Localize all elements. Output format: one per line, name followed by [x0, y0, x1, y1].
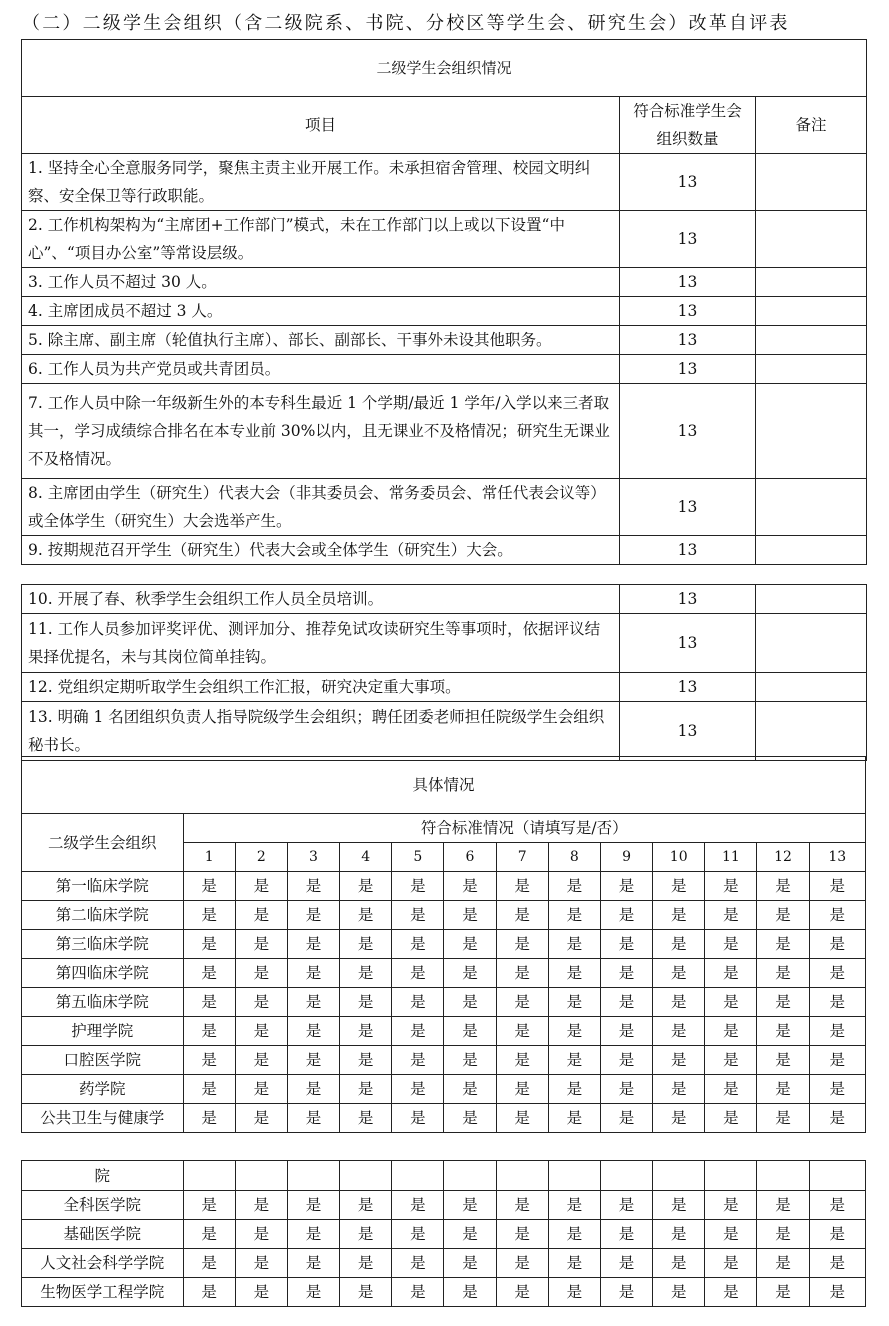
compliance-cell: 是: [705, 930, 757, 959]
criteria-note: [756, 479, 867, 536]
empty-cell: [548, 1161, 600, 1191]
compliance-cell: 是: [809, 988, 865, 1017]
compliance-cell: 是: [340, 1191, 392, 1220]
compliance-cell: 是: [444, 988, 496, 1017]
section-heading: 二级学生会组织情况: [22, 40, 867, 97]
compliance-cell: 是: [444, 1191, 496, 1220]
criteria-count: 13: [620, 614, 756, 673]
org-name: 第二临床学院: [22, 901, 184, 930]
compliance-cell: 是: [705, 901, 757, 930]
compliance-cell: 是: [653, 872, 705, 901]
compliance-cell: 是: [548, 901, 600, 930]
compliance-cell: 是: [809, 1017, 865, 1046]
compliance-cell: 是: [705, 1075, 757, 1104]
compliance-cell: 是: [183, 1046, 235, 1075]
compliance-cell: 是: [548, 959, 600, 988]
compliance-cell: 是: [392, 901, 444, 930]
criterion-number: 8: [548, 843, 600, 872]
compliance-cell: 是: [653, 1046, 705, 1075]
compliance-cell: 是: [600, 1017, 652, 1046]
compliance-cell: 是: [444, 930, 496, 959]
compliance-cell: 是: [705, 1046, 757, 1075]
compliance-cell: 是: [809, 1278, 865, 1307]
criteria-row: [22, 673, 867, 702]
compliance-cell: 是: [757, 872, 809, 901]
compliance-cell: 是: [705, 1104, 757, 1133]
org-name: 人文社会科学学院: [22, 1249, 184, 1278]
compliance-cell: 是: [653, 1249, 705, 1278]
criteria-count: 13: [620, 355, 756, 384]
org-row: [22, 1046, 866, 1075]
compliance-cell: 是: [392, 930, 444, 959]
compliance-cell: 是: [496, 930, 548, 959]
criteria-row: [22, 702, 867, 761]
compliance-cell: 是: [340, 988, 392, 1017]
compliance-cell: 是: [548, 988, 600, 1017]
criteria-note: [756, 326, 867, 355]
criteria-note: [756, 297, 867, 326]
org-name-continued: 院: [22, 1161, 184, 1191]
compliance-cell: 是: [496, 872, 548, 901]
compliance-cell: 是: [496, 988, 548, 1017]
compliance-cell: 是: [340, 1104, 392, 1133]
empty-cell: [183, 1161, 235, 1191]
compliance-cell: 是: [496, 1075, 548, 1104]
compliance-cell: 是: [183, 872, 235, 901]
compliance-cell: 是: [600, 930, 652, 959]
org-column-header: 二级学生会组织: [22, 814, 184, 872]
org-name: 第四临床学院: [22, 959, 184, 988]
compliance-cell: 是: [235, 901, 287, 930]
org-name: 药学院: [22, 1075, 184, 1104]
compliance-cell: 是: [757, 1278, 809, 1307]
compliance-cell: 是: [392, 988, 444, 1017]
compliance-cell: 是: [705, 1249, 757, 1278]
compliance-cell: 是: [392, 1220, 444, 1249]
compliance-cell: 是: [392, 1104, 444, 1133]
criteria-row: [22, 585, 867, 614]
org-row: [22, 1075, 866, 1104]
compliance-cell: 是: [496, 1249, 548, 1278]
criterion-number: 3: [287, 843, 339, 872]
compliance-cell: 是: [757, 901, 809, 930]
compliance-cell: 是: [340, 901, 392, 930]
compliance-cell: 是: [548, 1104, 600, 1133]
compliance-cell: 是: [653, 988, 705, 1017]
compliance-cell: 是: [600, 1249, 652, 1278]
compliance-cell: 是: [653, 1075, 705, 1104]
compliance-cell: 是: [809, 1220, 865, 1249]
compliance-cell: 是: [235, 1249, 287, 1278]
org-name: 公共卫生与健康学: [22, 1104, 184, 1133]
criteria-text: 10. 开展了春、秋季学生会组织工作人员全员培训。: [22, 585, 620, 614]
compliance-cell: 是: [705, 988, 757, 1017]
compliance-cell: 是: [392, 1278, 444, 1307]
compliance-cell: 是: [600, 1220, 652, 1249]
compliance-cell: 是: [496, 1017, 548, 1046]
org-row: [22, 872, 866, 901]
criteria-count: 13: [620, 211, 756, 268]
compliance-cell: 是: [235, 1104, 287, 1133]
compliance-cell: 是: [183, 930, 235, 959]
compliance-cell: 是: [287, 1104, 339, 1133]
compliance-cell: 是: [444, 959, 496, 988]
compliance-cell: 是: [287, 1220, 339, 1249]
compliance-cell: 是: [548, 1191, 600, 1220]
compliance-cell: 是: [705, 1278, 757, 1307]
compliance-cell: 是: [548, 872, 600, 901]
compliance-cell: 是: [287, 1249, 339, 1278]
compliance-cell: 是: [705, 1220, 757, 1249]
criteria-count: 13: [620, 585, 756, 614]
compliance-cell: 是: [287, 930, 339, 959]
criteria-count: 13: [620, 326, 756, 355]
org-row: [22, 1017, 866, 1046]
compliance-cell: 是: [653, 1104, 705, 1133]
compliance-cell: 是: [183, 1249, 235, 1278]
criteria-table-part2: [21, 584, 867, 761]
criteria-count: 13: [620, 479, 756, 536]
org-row: [22, 988, 866, 1017]
compliance-cell: 是: [183, 1017, 235, 1046]
compliance-cell: 是: [444, 1278, 496, 1307]
compliance-cell: 是: [548, 1017, 600, 1046]
org-name: 第三临床学院: [22, 930, 184, 959]
org-name: 护理学院: [22, 1017, 184, 1046]
compliance-cell: 是: [496, 1191, 548, 1220]
compliance-cell: 是: [287, 959, 339, 988]
compliance-cell: 是: [653, 1278, 705, 1307]
criteria-count: 13: [620, 673, 756, 702]
compliance-cell: 是: [496, 901, 548, 930]
criterion-number: 5: [392, 843, 444, 872]
criterion-number: 10: [653, 843, 705, 872]
compliance-cell: 是: [757, 1075, 809, 1104]
compliance-cell: 是: [444, 1220, 496, 1249]
criteria-count: 13: [620, 536, 756, 565]
criteria-note: [756, 585, 867, 614]
org-name: 口腔医学院: [22, 1046, 184, 1075]
compliance-cell: 是: [600, 1191, 652, 1220]
compliance-cell: 是: [548, 1075, 600, 1104]
compliance-cell: 是: [183, 1278, 235, 1307]
criteria-note: [756, 268, 867, 297]
criteria-row: [22, 154, 867, 211]
compliance-cell: 是: [235, 959, 287, 988]
criteria-count: 13: [620, 154, 756, 211]
compliance-cell: 是: [340, 1220, 392, 1249]
org-row: [22, 1278, 866, 1307]
criteria-count: 13: [620, 384, 756, 479]
criteria-count: 13: [620, 268, 756, 297]
compliance-cell: 是: [548, 1278, 600, 1307]
org-row: [22, 1104, 866, 1133]
empty-cell: [392, 1161, 444, 1191]
compliance-cell: 是: [757, 1249, 809, 1278]
compliance-cell: 是: [705, 959, 757, 988]
criteria-row: [22, 297, 867, 326]
compliance-cell: 是: [809, 1104, 865, 1133]
compliance-cell: 是: [548, 930, 600, 959]
compliance-cell: 是: [444, 901, 496, 930]
org-name: 全科医学院: [22, 1191, 184, 1220]
criteria-count: 13: [620, 297, 756, 326]
compliance-cell: 是: [757, 1104, 809, 1133]
compliance-cell: 是: [809, 1249, 865, 1278]
compliance-cell: 是: [183, 1220, 235, 1249]
compliance-cell: 是: [235, 1075, 287, 1104]
compliance-cell: 是: [183, 959, 235, 988]
compliance-cell: 是: [600, 988, 652, 1017]
compliance-cell: 是: [496, 1220, 548, 1249]
compliance-cell: 是: [653, 959, 705, 988]
criteria-table-part1: [21, 39, 867, 565]
compliance-cell: 是: [496, 1278, 548, 1307]
compliance-cell: 是: [809, 959, 865, 988]
compliance-cell: 是: [444, 1249, 496, 1278]
document-title: （二）二级学生会组织（含二级院系、书院、分校区等学生会、研究生会）改革自评表: [22, 13, 790, 34]
compliance-cell: 是: [392, 1075, 444, 1104]
org-name: 第五临床学院: [22, 988, 184, 1017]
compliance-cell: 是: [183, 1191, 235, 1220]
criterion-number: 11: [705, 843, 757, 872]
compliance-cell: 是: [600, 1046, 652, 1075]
criteria-note: [756, 211, 867, 268]
compliance-cell: 是: [757, 1017, 809, 1046]
criteria-text: 8. 主席团由学生（研究生）代表大会（非其委员会、常务委员会、常任代表会议等）或全体学生（研究生）大会选举产生。: [22, 479, 620, 536]
criteria-note: [756, 154, 867, 211]
compliance-cell: 是: [392, 1017, 444, 1046]
org-row: [22, 930, 866, 959]
criteria-text: 13. 明确 1 名团组织负责人指导院级学生会组织；聘任团委老师担任院级学生会组织秘书长。: [22, 702, 620, 761]
criteria-note: [756, 384, 867, 479]
criteria-text: 4. 主席团成员不超过 3 人。: [22, 297, 620, 326]
compliance-cell: 是: [600, 1278, 652, 1307]
compliance-cell: 是: [183, 988, 235, 1017]
empty-cell: [235, 1161, 287, 1191]
compliance-cell: 是: [340, 959, 392, 988]
compliance-cell: 是: [340, 1075, 392, 1104]
compliance-cell: 是: [235, 988, 287, 1017]
compliance-cell: 是: [235, 1046, 287, 1075]
compliance-cell: 是: [392, 1191, 444, 1220]
compliance-cell: 是: [757, 1191, 809, 1220]
org-row: [22, 1220, 866, 1249]
compliance-cell: 是: [287, 872, 339, 901]
criterion-number: 4: [340, 843, 392, 872]
compliance-cell: 是: [653, 1017, 705, 1046]
compliance-cell: 是: [340, 1046, 392, 1075]
criteria-text: 7. 工作人员中除一年级新生外的本专科生最近 1 个学期/最近 1 学年/入学以来三者取其一，学习成绩综合排名在本专业前 30%以内，且无课业不及格情况；研究生无课业不及格情况。: [22, 384, 620, 479]
compliance-cell: 是: [757, 1220, 809, 1249]
compliance-cell: 是: [653, 1191, 705, 1220]
compliance-cell: 是: [809, 1191, 865, 1220]
criterion-number: 1: [183, 843, 235, 872]
compliance-cell: 是: [444, 1017, 496, 1046]
compliance-cell: 是: [392, 959, 444, 988]
empty-cell: [444, 1161, 496, 1191]
compliance-cell: 是: [183, 1104, 235, 1133]
column-header-item: 项目: [22, 97, 620, 154]
compliance-cell: 是: [392, 1046, 444, 1075]
compliance-cell: 是: [287, 1017, 339, 1046]
criterion-number: 12: [757, 843, 809, 872]
compliance-cell: 是: [287, 1278, 339, 1307]
criterion-number: 2: [235, 843, 287, 872]
criteria-row: [22, 614, 867, 673]
compliance-cell: 是: [287, 1075, 339, 1104]
compliance-cell: 是: [340, 1017, 392, 1046]
criterion-number: 13: [809, 843, 865, 872]
compliance-cell: 是: [757, 988, 809, 1017]
compliance-cell: 是: [235, 1017, 287, 1046]
compliance-cell: 是: [496, 1104, 548, 1133]
compliance-cell: 是: [235, 1191, 287, 1220]
compliance-cell: 是: [183, 901, 235, 930]
empty-cell: [809, 1161, 865, 1191]
criterion-number: 6: [444, 843, 496, 872]
criteria-note: [756, 355, 867, 384]
criteria-row: [22, 479, 867, 536]
criteria-note: [756, 536, 867, 565]
org-name: 基础医学院: [22, 1220, 184, 1249]
org-name: 第一临床学院: [22, 872, 184, 901]
compliance-cell: 是: [600, 959, 652, 988]
criteria-text: 1. 坚持全心全意服务同学，聚焦主责主业开展工作。未承担宿舍管理、校园文明纠察、安全保卫等行政职能。: [22, 154, 620, 211]
compliance-cell: 是: [705, 1017, 757, 1046]
compliance-cell: 是: [340, 872, 392, 901]
org-row: [22, 959, 866, 988]
compliance-cell: 是: [809, 901, 865, 930]
criteria-row: [22, 355, 867, 384]
org-name: 生物医学工程学院: [22, 1278, 184, 1307]
criteria-text: 3. 工作人员不超过 30 人。: [22, 268, 620, 297]
criteria-row: [22, 268, 867, 297]
column-header-note: 备注: [756, 97, 867, 154]
compliance-cell: 是: [340, 1249, 392, 1278]
criteria-row: [22, 211, 867, 268]
compliance-cell: 是: [340, 930, 392, 959]
empty-cell: [653, 1161, 705, 1191]
criteria-count: 13: [620, 702, 756, 761]
detail-heading: 具体情况: [22, 757, 866, 814]
empty-cell: [496, 1161, 548, 1191]
compliance-cell: 是: [235, 1278, 287, 1307]
compliance-cell: 是: [444, 1046, 496, 1075]
compliance-cell: 是: [235, 1220, 287, 1249]
compliance-grid: [21, 756, 866, 1133]
org-row: [22, 901, 866, 930]
compliance-cell: 是: [444, 1104, 496, 1133]
criteria-row: [22, 384, 867, 479]
criteria-note: [756, 702, 867, 761]
criteria-row: [22, 326, 867, 355]
criteria-text: 11. 工作人员参加评奖评优、测评加分、推荐免试攻读研究生等事项时，依据评议结果择优提名，未与其岗位简单挂钩。: [22, 614, 620, 673]
compliance-cell: 是: [600, 901, 652, 930]
compliance-cell: 是: [653, 901, 705, 930]
compliance-cell: 是: [705, 872, 757, 901]
compliance-cell: 是: [287, 988, 339, 1017]
criteria-text: 5. 除主席、副主席（轮值执行主席）、部长、副部长、干事外未设其他职务。: [22, 326, 620, 355]
compliance-cell: 是: [496, 1046, 548, 1075]
criteria-note: [756, 614, 867, 673]
compliance-cell: 是: [548, 1249, 600, 1278]
criterion-number: 7: [496, 843, 548, 872]
org-row: [22, 1191, 866, 1220]
compliance-cell: 是: [287, 901, 339, 930]
empty-cell: [287, 1161, 339, 1191]
compliance-cell: 是: [444, 872, 496, 901]
compliance-cell: 是: [392, 872, 444, 901]
compliance-cell: 是: [757, 930, 809, 959]
compliance-cell: 是: [287, 1046, 339, 1075]
criteria-row: [22, 536, 867, 565]
criteria-note: [756, 673, 867, 702]
compliance-cell: 是: [809, 930, 865, 959]
compliance-cell: 是: [496, 959, 548, 988]
empty-cell: [705, 1161, 757, 1191]
compliance-cell: 是: [235, 872, 287, 901]
compliance-cell: 是: [600, 872, 652, 901]
compliance-cell: 是: [600, 1104, 652, 1133]
criteria-text: 6. 工作人员为共产党员或共青团员。: [22, 355, 620, 384]
criteria-text: 2. 工作机构架构为“主席团+工作部门”模式，未在工作部门以上或以下设置“中心”、“项目办公室”等常设层级。: [22, 211, 620, 268]
compliance-cell: 是: [392, 1249, 444, 1278]
compliance-cell: 是: [287, 1191, 339, 1220]
criteria-text: 12. 党组织定期听取学生会组织工作汇报，研究决定重大事项。: [22, 673, 620, 702]
compliance-cell: 是: [548, 1046, 600, 1075]
compliance-grid-continued: [21, 1160, 866, 1307]
org-row: [22, 1249, 866, 1278]
compliance-cell: 是: [653, 1220, 705, 1249]
compliance-cell: 是: [548, 1220, 600, 1249]
compliance-cell: 是: [809, 872, 865, 901]
compliance-cell: 是: [757, 1046, 809, 1075]
compliance-cell: 是: [809, 1075, 865, 1104]
empty-cell: [757, 1161, 809, 1191]
criterion-number: 9: [600, 843, 652, 872]
criteria-text: 9. 按期规范召开学生（研究生）代表大会或全体学生（研究生）大会。: [22, 536, 620, 565]
compliance-cell: 是: [653, 930, 705, 959]
compliance-cell: 是: [705, 1191, 757, 1220]
compliance-header: 符合标准情况（请填写是/否）: [183, 814, 865, 843]
compliance-cell: 是: [235, 930, 287, 959]
empty-cell: [600, 1161, 652, 1191]
empty-cell: [340, 1161, 392, 1191]
compliance-cell: 是: [444, 1075, 496, 1104]
compliance-cell: 是: [340, 1278, 392, 1307]
compliance-cell: 是: [183, 1075, 235, 1104]
compliance-cell: 是: [809, 1046, 865, 1075]
compliance-cell: 是: [600, 1075, 652, 1104]
compliance-cell: 是: [757, 959, 809, 988]
column-header-count: 符合标准学生会组织数量: [620, 97, 756, 154]
